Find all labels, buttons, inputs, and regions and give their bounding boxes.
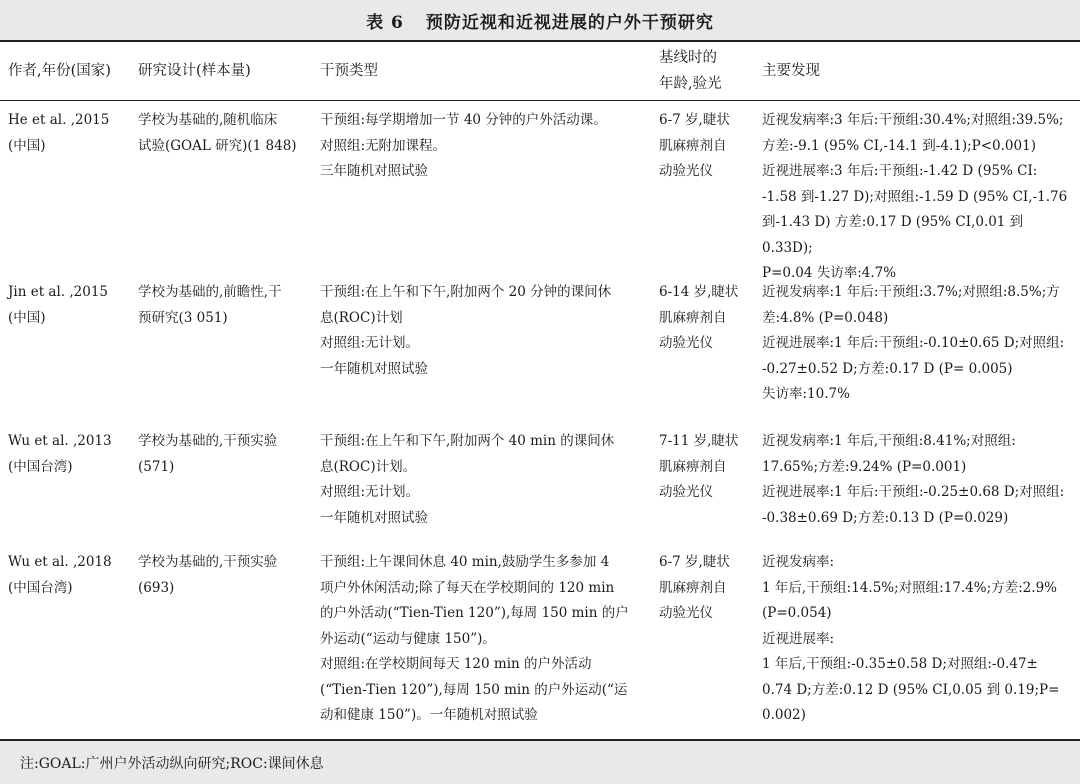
header-rule [0,100,1080,101]
table-number: 表 6 [366,12,404,33]
findings-cell-line: -0.38±0.69 D;方差:0.13 D (P=0.029) [762,509,1009,526]
intervention-cell [320,280,642,382]
intervention-cell-line: 的户外活动(“Tien-Tien 120”),每周 150 min 的户 [320,605,629,621]
design-cell-line: 学校为基础的,随机临床 [138,112,278,128]
author-cell [8,280,130,331]
baseline-cell-line: 7-11 岁,睫状 [659,433,739,449]
findings-cell-line: 近视发病率:1 年后:干预组:3.7%;对照组:8.5%;方 [762,284,1060,300]
intervention-cell-line: 三年随机对照试验 [320,163,428,179]
baseline-cell [659,429,749,506]
findings-cell-line: 方差:-9.1 (95% CI,-14.1 到-4.1);P<0.001) [762,137,1036,154]
findings-cell-line: 近视发病率:1 年后,干预组:8.41%;对照组: [762,433,1016,449]
author-cell-line: (中国) [8,309,46,326]
baseline-cell-line: 动验光仪 [659,335,713,351]
findings-cell-line: 近视进展率:1 年后:干预组:-0.25±0.68 D;对照组: [762,484,1065,500]
findings-cell [762,108,1074,287]
design-cell-line: 学校为基础的,前瞻性,干 [138,284,282,300]
header-age-line1: 基线时的 [659,50,717,66]
findings-cell-line: 0.002) [762,707,806,723]
intervention-cell [320,429,642,531]
author-cell-line: (中国台湾) [8,579,73,596]
intervention-cell-line: 对照组:在学校期间每天 120 min 的户外活动 [320,656,592,672]
table-title: 预防近视和近视进展的户外干预研究 [425,12,714,33]
author-cell [8,550,130,601]
baseline-cell [659,108,749,185]
table-note: 注:GOAL:广州户外活动纵向研究;ROC:课间休息 [0,741,1080,784]
findings-cell-line: 近视发病率:3 年后:干预组:30.4%;对照组:39.5%; [762,112,1064,128]
header-intervention: 干预类型 [320,63,378,79]
intervention-cell-line: 干预组:在上午和下午,附加两个 40 min 的课间休 [320,433,615,449]
findings-cell-line: 1 年后,干预组:14.5%;对照组:17.4%;方差:2.9% [762,579,1057,596]
findings-cell-line: 近视进展率: [762,630,835,647]
intervention-cell-line: (“Tien-Tien 120”),每周 150 min 的户外运动(“运 [320,681,628,698]
author-cell-line: (中国) [8,137,46,154]
intervention-cell-line: 息(ROC)计划 [320,309,403,326]
baseline-cell-line: 动验光仪 [659,605,713,621]
intervention-cell-line: 项户外休闲活动;除了每天在学校期间的 120 min [320,579,615,596]
baseline-cell-line: 6-7 岁,睫状 [659,554,730,570]
author-cell-line: (中国台湾) [8,458,73,475]
author-cell-line: Jin et al. ,2015 [8,284,109,300]
design-cell [138,280,310,331]
table-title-bar [0,0,1080,40]
intervention-cell-line: 对照组:无计划。 [320,335,420,351]
header-age-line2: 年龄,验光 [659,76,722,92]
design-cell [138,550,310,601]
baseline-cell-line: 动验光仪 [659,484,713,500]
intervention-cell [320,550,642,729]
intervention-cell-line: 对照组:无附加课程。 [320,137,447,154]
findings-cell-line: 到-1.43 D) 方差:0.17 D (95% CI,0.01 到 0.33D); [762,214,1024,256]
baseline-cell [659,550,749,627]
baseline-cell-line: 肌麻痹剂自 [659,309,727,326]
findings-cell-line: -1.58 到-1.27 D);对照组:-1.59 D (95% CI,-1.76 [762,188,1068,205]
author-cell-line: Wu et al. ,2013 [8,433,112,449]
header-design: 研究设计(样本量) [138,63,251,79]
author-cell-line: He et al. ,2015 [8,112,110,128]
design-cell-line: 学校为基础的,干预实验 [138,554,278,570]
findings-cell [762,429,1074,531]
findings-cell [762,280,1074,408]
intervention-cell-line: 一年随机对照试验 [320,509,428,526]
baseline-cell-line: 肌麻痹剂自 [659,579,727,596]
baseline-cell-line: 动验光仪 [659,163,713,179]
intervention-cell-line: 动和健康 150”)。一年随机对照试验 [320,707,538,723]
intervention-cell-line: 外运动(“运动与健康 150”)。 [320,630,496,647]
findings-cell-line: 近视进展率:1 年后:干预组:-0.10±0.65 D;对照组: [762,335,1065,351]
design-cell-line: 试验(GOAL 研究)(1 848) [138,137,297,154]
intervention-cell-line: 对照组:无计划。 [320,484,420,500]
findings-cell-line: -0.27±0.52 D;方差:0.17 D (P= 0.005) [762,360,1013,377]
intervention-cell-line: 干预组:在上午和下午,附加两个 20 分钟的课间休 [320,284,612,300]
design-cell [138,429,310,480]
author-cell-line: Wu et al. ,2018 [8,554,112,570]
findings-cell-line: P=0.04 失访率:4.7% [762,265,897,281]
author-cell [8,108,130,159]
intervention-cell-line: 息(ROC)计划。 [320,458,417,475]
baseline-cell-line: 6-14 岁,睫状 [659,284,739,300]
intervention-cell-line: 干预组:每学期增加一节 40 分钟的户外活动课。 [320,112,607,128]
design-cell-line: 预研究(3 051) [138,309,228,326]
intervention-cell-line: 干预组:上午课间休息 40 min,鼓励学生多参加 4 [320,554,610,570]
baseline-cell-line: 肌麻痹剂自 [659,137,727,154]
design-cell-line: (571) [138,458,175,475]
design-cell-line: (693) [138,579,175,596]
findings-cell-line: 1 年后,干预组:-0.35±0.58 D;对照组:-0.47± [762,656,1038,672]
table-header [0,42,1080,100]
findings-cell-line: 近视进展率:3 年后:干预组:-1.42 D (95% CI: [762,163,1038,179]
baseline-cell-line: 肌麻痹剂自 [659,458,727,475]
header-findings: 主要发现 [762,63,820,79]
intervention-cell [320,108,642,185]
findings-cell-line: 近视发病率: [762,554,835,570]
findings-cell-line: 差:4.8% (P=0.048) [762,309,889,326]
findings-cell-line: 失访率:10.7% [762,386,850,402]
findings-cell-line: 17.65%;方差:9.24% (P=0.001) [762,458,967,475]
header-author: 作者,年份(国家) [8,63,111,79]
baseline-cell-line: 6-7 岁,睫状 [659,112,730,128]
design-cell-line: 学校为基础的,干预实验 [138,433,278,449]
findings-cell-line: (P=0.054) [762,605,832,621]
baseline-cell [659,280,749,357]
intervention-cell-line: 一年随机对照试验 [320,360,428,377]
design-cell [138,108,310,159]
findings-cell [762,550,1074,729]
findings-cell-line: 0.74 D;方差:0.12 D (95% CI,0.05 到 0.19;P= [762,681,1060,698]
author-cell [8,429,130,480]
